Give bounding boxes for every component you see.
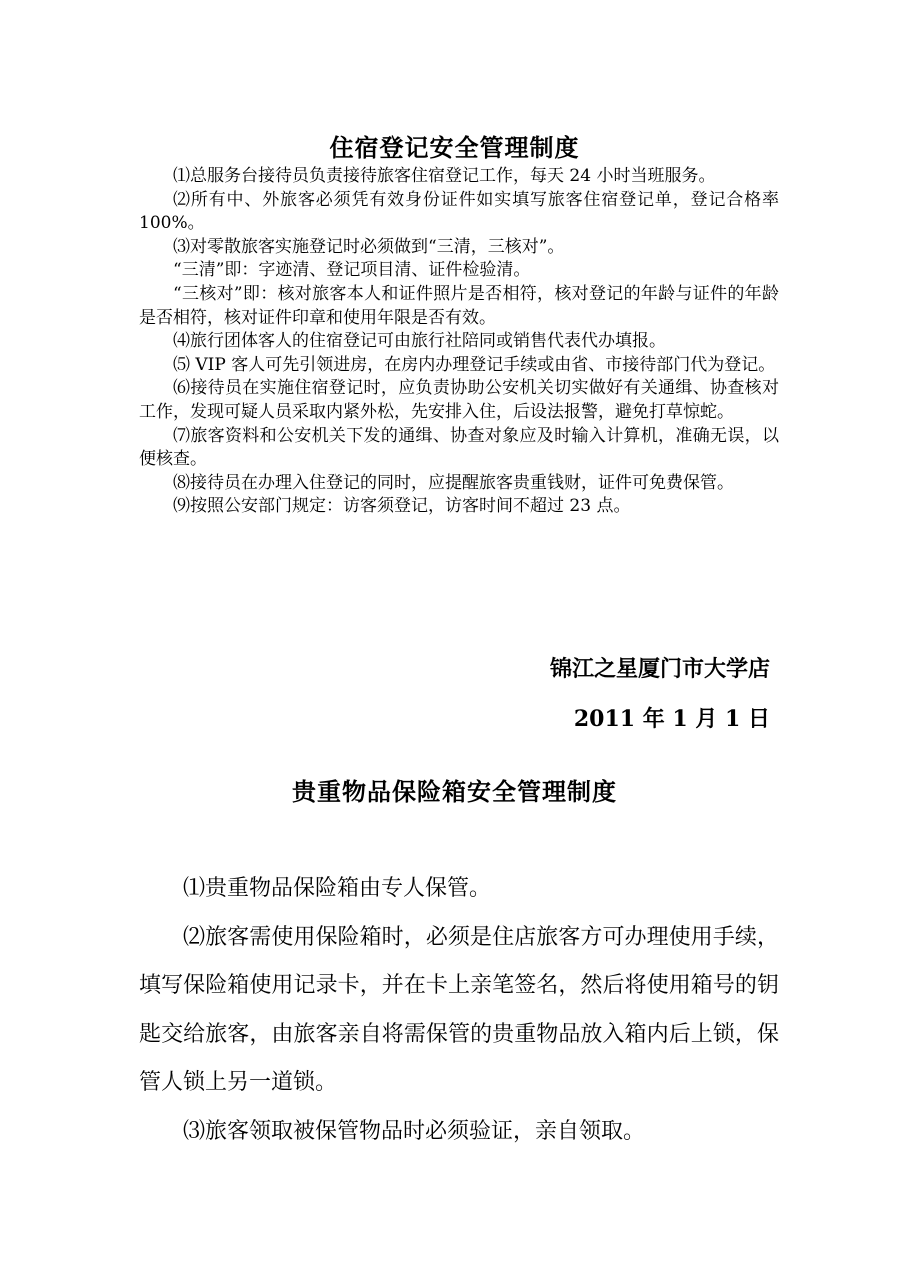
rule-paragraph: ⑼按照公安部门规定：访客须登记，访客时间不超过 23 点。 (173, 496, 631, 517)
registration-rules-body (139, 165, 779, 519)
rule-paragraph: ⑷旅行团体客人的住宿登记可由旅行社陪同或销售代表代办填报。 (173, 331, 666, 352)
rule-paragraph: ⑸ VIP 客人可先引领进房，在房内办理登记手续或由省、市接待部门代为登记。 (173, 354, 776, 375)
rule-paragraph: ⑵旅客需使用保险箱时，必须是住店旅客方可办理使用手续，填写保险箱使用记录卡，并在卡上亲笔签名，然后将使用箱号的钥匙交给旅客，由旅客亲自将需保管的贵重物品放入箱内后上锁，保管人锁上另一道锁。 (139, 924, 779, 1095)
rule-paragraph: ⑺旅客资料和公安机关下发的通缉、协查对象应及时输入计算机，准确无误，以便核查。 (139, 425, 779, 470)
rule-paragraph: “三清”即：字迹清、登记项目清、证件检验清。 (173, 260, 531, 281)
rule-paragraph: ⑴总服务台接待员负责接待旅客住宿登记工作，每天 24 小时当班服务。 (173, 166, 716, 186)
rule-paragraph: ⑴贵重物品保险箱由专人保管。 (183, 876, 492, 901)
signature-date: 2011 年 1 月 1 日 (573, 706, 770, 732)
safe-box-rules-body (139, 865, 779, 1156)
rule-paragraph: “三核对”即：核对旅客本人和证件照片是否相符，核对登记的年龄与证件的年龄是否相符，核对证件印章和使用年限是否有效。 (139, 283, 779, 328)
rule-paragraph: ⑵所有中、外旅客必须凭有效身份证件如实填写旅客住宿登记单，登记合格率 100%。 (139, 189, 779, 234)
document-title-safe-box: 贵重物品保险箱安全管理制度 (292, 777, 617, 806)
rule-paragraph: ⑶对零散旅客实施登记时必须做到“三清，三核对”。 (173, 236, 565, 257)
rule-paragraph: ⑹接待员在实施住宿登记时，应负责协助公安机关切实做好有关通缉、协查核对工作，发现可疑人员采取内紧外松，先安排入住，后设法报警，避免打草惊蛇。 (139, 378, 779, 422)
document-title: 住宿登记安全管理制度 (329, 133, 580, 162)
rule-paragraph: ⑻接待员在办理入住登记的同时，应提醒旅客贵重钱财，证件可免费保管。 (173, 472, 734, 493)
rule-paragraph: ⑶旅客领取被保管物品时必须验证，亲自领取。 (183, 1118, 646, 1144)
signature-hotel-name: 锦江之星厦门市大学店 (549, 656, 770, 682)
